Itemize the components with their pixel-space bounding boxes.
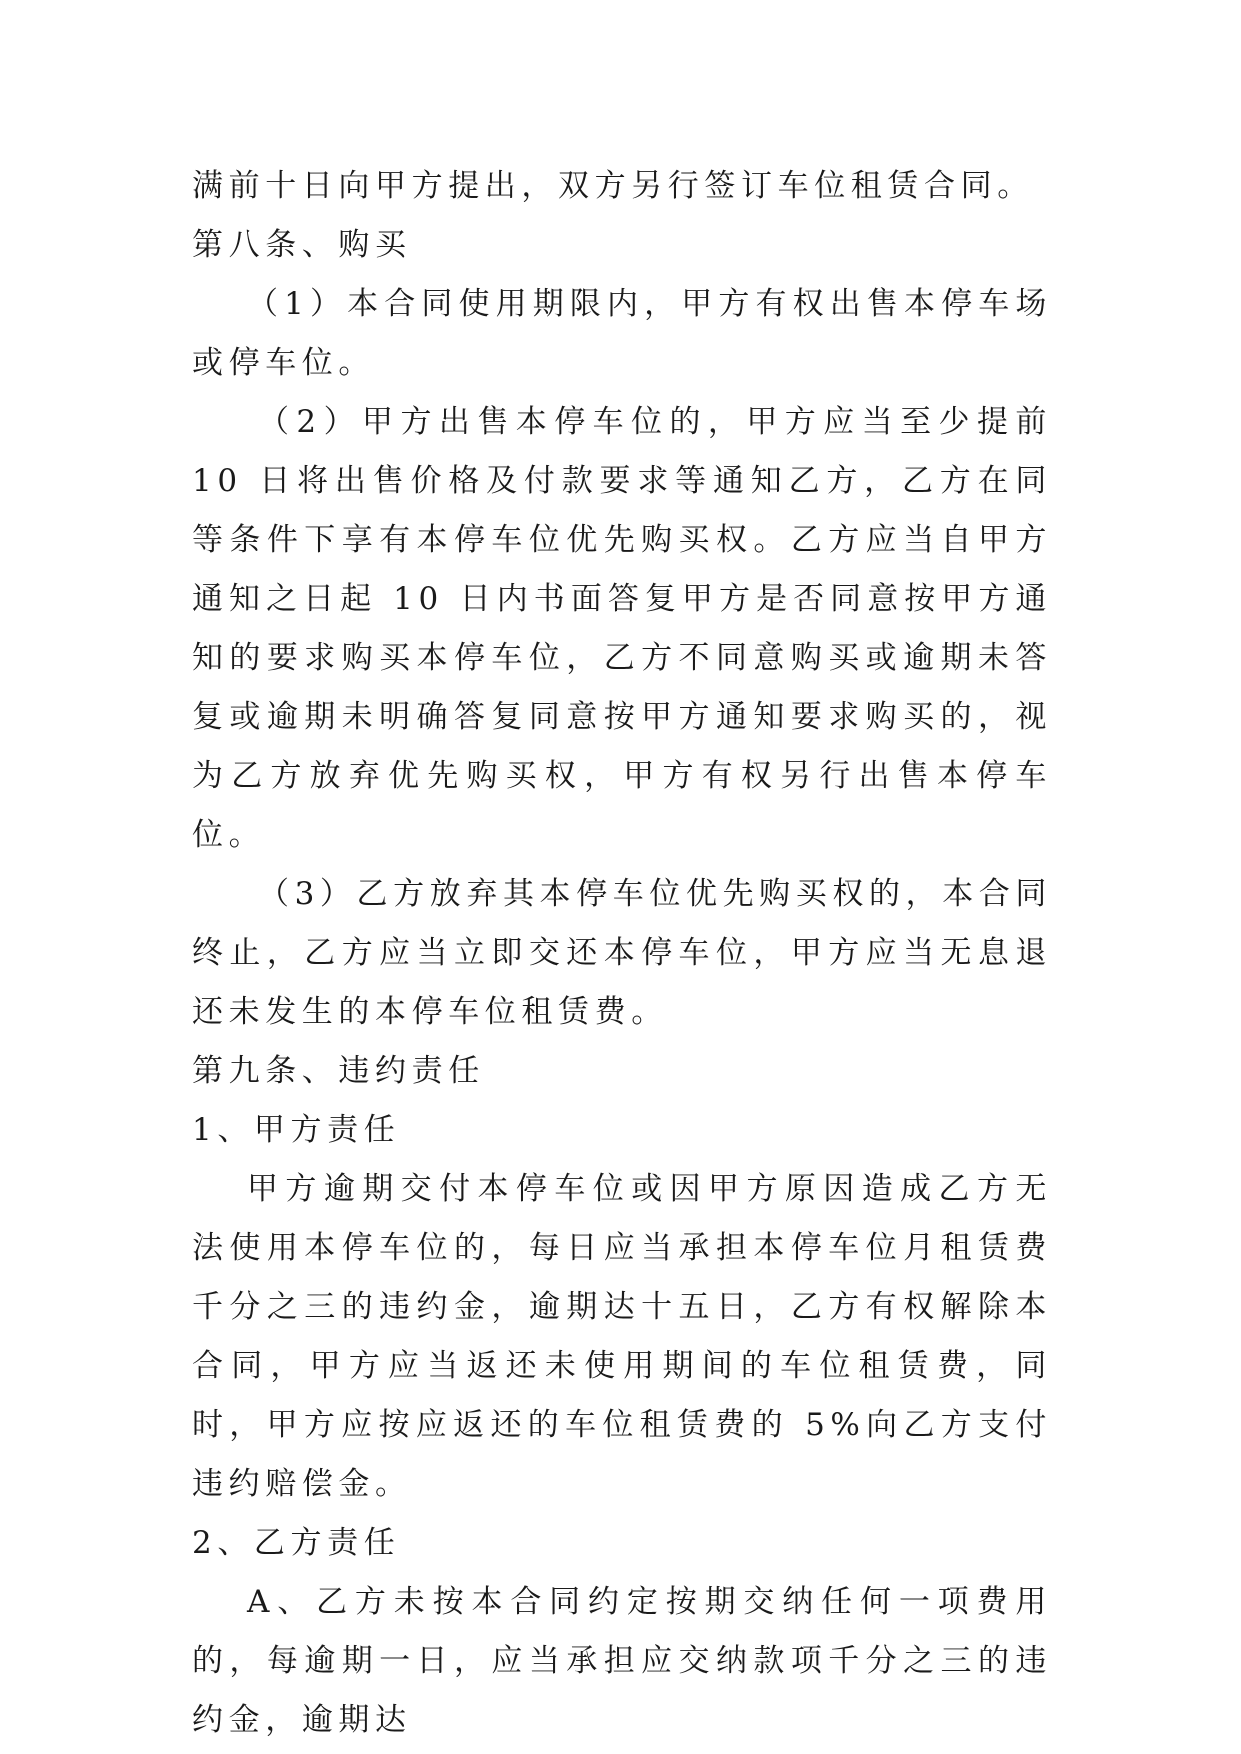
article-9-heading: 第九条、违约责任 xyxy=(192,1053,485,1089)
article-8-clause-3: （3）乙方放弃其本停车位优先购买权的，本合同终止，乙方应当立即交还本停车位，甲方应当无息退还未发生的本停车位租赁费。 xyxy=(192,876,1052,1030)
article-8-clause-2: （2）甲方出售本停车位的，甲方应当至少提前 10 日将出售价格及付款要求等通知乙方，乙方在同等条件下享有本停车位优先购买权。乙方应当自甲方通知之日起 10 日内书面答复甲方是否同意按甲方通知的要求购买本停车位，乙方不同意购买或逾期未答复或逾期未明确答复同意按甲方通知要求购买的，视为乙方放弃优先购买权，甲方有权另行出售本停车位。 xyxy=(192,404,1052,853)
article-8-heading: 第八条、购买 xyxy=(192,227,412,263)
party-a-liability-text: 甲方逾期交付本停车位或因甲方原因造成乙方无法使用本停车位的，每日应当承担本停车位月租赁费千分之三的违约金，逾期达十五日，乙方有权解除本合同，甲方应当返还未使用期间的车位租赁费，同时，甲方应按应返还的车位租赁费的 5%向乙方支付违约赔偿金。 xyxy=(192,1171,1052,1502)
document-body xyxy=(192,157,1052,1750)
party-a-liability-heading: 1、甲方责任 xyxy=(192,1112,401,1148)
paragraph-continuation: 满前十日向甲方提出，双方另行签订车位租赁合同。 xyxy=(192,168,1034,204)
party-b-liability-text: A、乙方未按本合同约定按期交纳任何一项费用的，每逾期一日，应当承担应交纳款项千分之三的违约金，逾期达 xyxy=(192,1584,1052,1738)
party-b-liability-heading: 2、乙方责任 xyxy=(192,1525,401,1561)
article-8-clause-1: （1）本合同使用期限内，甲方有权出售本停车场或停车位。 xyxy=(192,286,1052,381)
